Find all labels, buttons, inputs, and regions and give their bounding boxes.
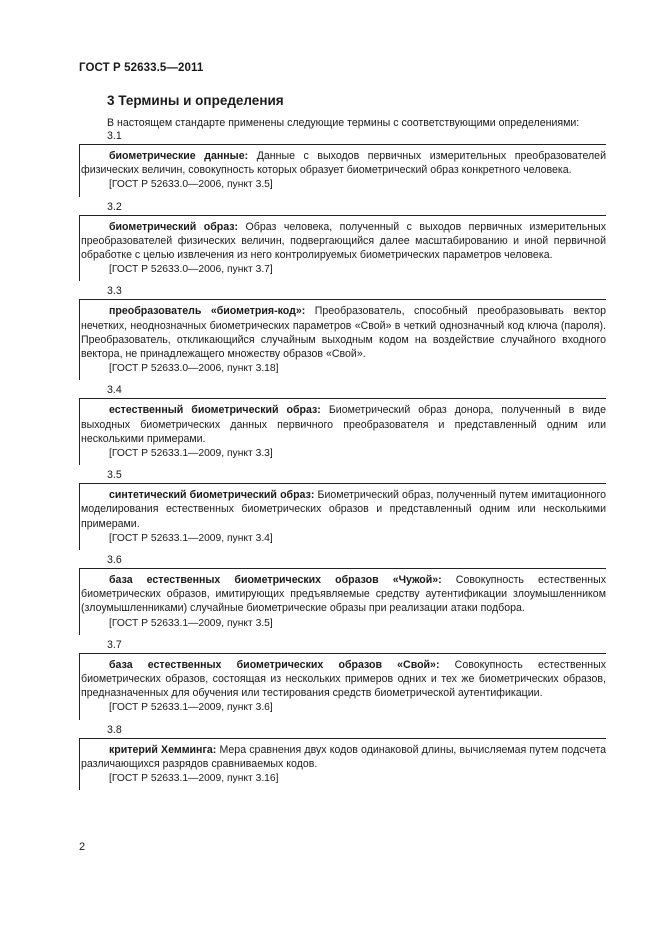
- term-source: [ГОСТ Р 52633.1—2009, пункт 3.3]: [109, 448, 273, 460]
- term-entry: [79, 568, 606, 635]
- term-definition: [80, 743, 606, 771]
- term-text: Образ человека, полученный с выходов первичных измерительных преобразователей физических величин, подвергающийся далее масштабированию и иной первичной обработке с целью извлечения из него контролируемых биометрических параметров человека.: [81, 220, 606, 262]
- term-source: [ГОСТ Р 52633.1—2009, пункт 3.4]: [109, 532, 273, 544]
- term-name: база естественных биометрических образов «Свой»:: [109, 658, 440, 671]
- term-number: 3.2: [107, 200, 122, 213]
- page-number: 2: [79, 841, 86, 853]
- term-entry: [79, 215, 606, 282]
- term-definition: [80, 220, 606, 263]
- term-source: [ГОСТ Р 52633.0—2006, пункт 3.5]: [109, 179, 273, 191]
- term-text: Биометрический образ, полученный путем имитационного моделирования естественных биометрических образов и представленный одним или несколькими примерами.: [81, 489, 606, 530]
- term-source: [ГОСТ Р 52633.1—2009, пункт 3.5]: [109, 617, 273, 629]
- term-entry: [79, 653, 606, 720]
- term-text: Биометрический образ донора, полученный в виде выходных биометрических данных первичного преобразователя и представленный одним или несколькими примерами.: [81, 404, 606, 445]
- term-source: [ГОСТ Р 52633.1—2009, пункт 3.6]: [109, 702, 273, 714]
- term-entry: [79, 483, 606, 550]
- term-name: синтетический биометрический образ:: [109, 489, 315, 502]
- document-header: ГОСТ Р 52633.5—2011: [79, 62, 204, 74]
- term-number: 3.7: [107, 638, 122, 651]
- term-definition: [80, 149, 606, 177]
- term-name: естественный биометрический образ:: [109, 404, 321, 417]
- term-entry: [79, 144, 606, 197]
- section-intro: В настоящем стандарте применены следующие термины с соответствующими определениями:: [107, 117, 580, 129]
- term-text: Данные с выходов первичных измерительных преобразователей физических величин, совокупность которых образует биометрический образ конкретного человека.: [81, 150, 606, 177]
- term-name: критерий Хемминга:: [109, 743, 217, 756]
- term-definition: [80, 488, 606, 531]
- term-source: [ГОСТ Р 52633.1—2009, пункт 3.16]: [109, 773, 279, 785]
- term-entry: [79, 398, 606, 465]
- term-definition: [80, 658, 606, 701]
- term-number: 3.1: [107, 130, 122, 142]
- term-number: 3.3: [107, 285, 122, 298]
- term-definition: [80, 403, 606, 446]
- term-entry: [79, 299, 606, 380]
- term-name: биометрические данные:: [109, 150, 249, 162]
- term-name: биометрический образ:: [109, 220, 239, 233]
- term-text: Преобразователь, способный преобразовывать вектор нечетких, неоднозначных биометрических параметров «Свой» в четкий однозначный код ключа (пароля). Преобразователь, откликающийся случайным выходным кодом на воздействие случайного входного вектора, не принадлежащего множеству образов «Свой».: [81, 305, 606, 361]
- term-name: база естественных биометрических образов «Чужой»:: [109, 574, 442, 587]
- term-source: [ГОСТ Р 52633.0—2006, пункт 3.7]: [109, 264, 273, 276]
- term-list: [0, 129, 661, 793]
- term-text: Совокупность естественных биометрических образов, имитирующих предъявляемые средству аутентификации злоумышленником (злоумышленниками) случайные биометрические образы при реализации атаки подбора.: [81, 574, 606, 615]
- term-number: 3.5: [107, 469, 122, 482]
- term-number: 3.8: [107, 723, 122, 736]
- term-number: 3.4: [107, 384, 122, 397]
- term-text: Совокупность естественных биометрических образов, состоящая из нескольких примеров одних и тех же биометрических образов, предназначенных для обучения или тестирования средств биометрической аутентификации.: [81, 658, 606, 700]
- term-number: 3.6: [107, 554, 122, 567]
- term-definition: [80, 573, 606, 616]
- term-definition: [80, 304, 606, 361]
- term-entry: [79, 738, 606, 791]
- section-title: 3 Термины и определения: [107, 93, 284, 108]
- term-name: преобразователь «биометрия-код»:: [109, 305, 306, 318]
- term-text: Мера сравнения двух кодов одинаковой длины, вычисляемая путем подсчета различающихся разрядов сравниваемых кодов.: [81, 743, 606, 770]
- term-source: [ГОСТ Р 52633.0—2006, пункт 3.18]: [109, 363, 279, 375]
